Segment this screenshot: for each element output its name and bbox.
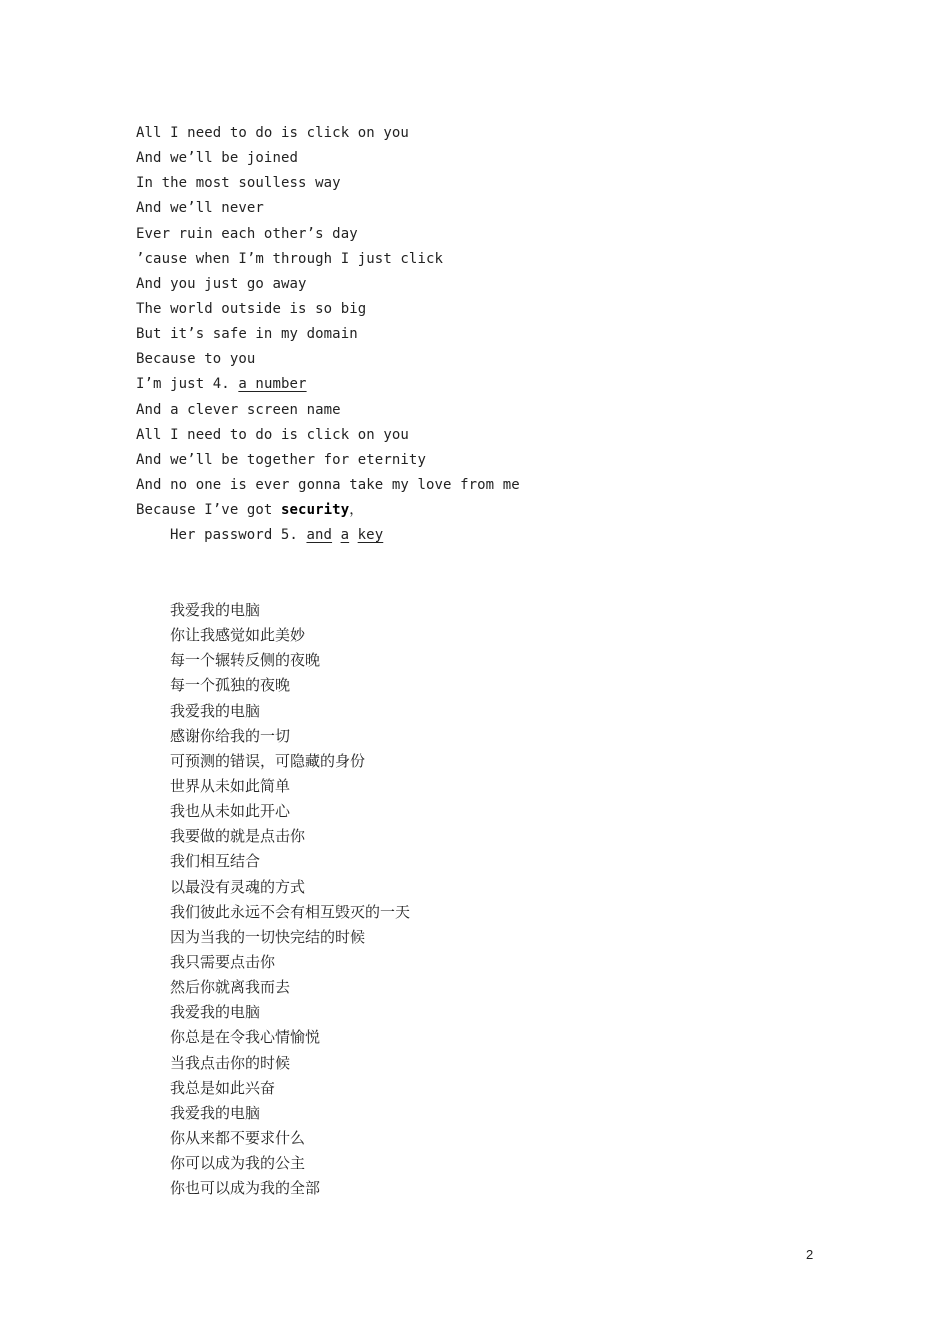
translation-line: 我爱我的电脑 (170, 1003, 261, 1022)
translation-line: 我爱我的电脑 (170, 701, 261, 720)
lyric-line: In the most soulless way (136, 175, 341, 192)
translation-line: 以最没有灵魂的方式 (170, 877, 306, 896)
translation-line: 可预测的错误，可隐藏的身份 (170, 751, 366, 770)
translation-line: 因为当我的一切快完结的时候 (170, 927, 366, 946)
blank-5-answer-3: key (357, 527, 384, 544)
blank-4-answer: a number (238, 376, 307, 393)
translation-line: 你总是在令我心情愉悦 (170, 1028, 321, 1047)
translation-line: 我们相互结合 (170, 852, 261, 871)
lyric-line-security (136, 498, 836, 523)
translation-line: 当我点击你的时候 (170, 1053, 291, 1072)
lyric-line: Because to you (136, 351, 256, 368)
lyric-line: And you just go away (136, 275, 307, 292)
lyric-line: And a clever screen name (136, 401, 341, 418)
lyric-line: ’cause when I’m through I just click (136, 250, 444, 267)
translation-line: 我要做的就是点击你 (170, 827, 306, 846)
chinese-translation (170, 598, 770, 1201)
lyric-line: All I need to do is click on you (136, 125, 409, 141)
translation-line: 我也从未如此开心 (170, 802, 291, 821)
blank-5-answer-2: a (340, 527, 350, 544)
page-number: 2 (806, 1247, 814, 1262)
lyric-line: And we’ll never (136, 200, 264, 217)
lyric-line: The world outside is so big (136, 300, 367, 317)
lyric-line: Ever ruin each other’s day (136, 225, 358, 242)
translation-line: 你从来都不要求什么 (170, 1128, 306, 1147)
translation-line: 我总是如此兴奋 (170, 1078, 276, 1097)
security-bold-word: security (281, 502, 350, 519)
blank-4-prefix: I’m just 4. (136, 376, 239, 393)
blank-5-answer-1: and (306, 527, 333, 544)
lyric-line: But it’s safe in my domain (136, 326, 358, 343)
translation-line: 我爱我的电脑 (170, 1103, 261, 1122)
translation-line: 每一个辗转反侧的夜晚 (170, 651, 321, 670)
translation-line: 我爱我的电脑 (170, 601, 261, 619)
translation-line: 我只需要点击你 (170, 952, 276, 971)
lyric-line: And we’ll be joined (136, 150, 299, 167)
security-prefix: Because I’ve got (136, 502, 281, 519)
lyric-line-blank-5 (136, 523, 836, 548)
translation-line: 每一个孤独的夜晚 (170, 676, 291, 695)
lyric-line-blank-4 (136, 372, 836, 397)
translation-line: 你也可以成为我的全部 (170, 1179, 321, 1198)
blank-5-prefix: Her password 5. (170, 527, 307, 544)
lyric-line: And we’ll be together for eternity (136, 451, 426, 468)
translation-line: 然后你就离我而去 (170, 978, 291, 997)
translation-line: 你可以成为我的公主 (170, 1154, 306, 1173)
translation-line: 感谢你给我的一切 (170, 726, 291, 745)
translation-line: 世界从未如此简单 (170, 776, 291, 795)
lyric-line: All I need to do is click on you (136, 426, 409, 443)
english-lyrics (136, 121, 836, 548)
translation-line: 你让我感觉如此美妙 (170, 626, 306, 645)
security-suffix: ， (349, 502, 364, 519)
translation-line: 我们彼此永远不会有相互毁灭的一天 (170, 902, 411, 921)
lyric-line: And no one is ever gonna take my love from me (136, 476, 520, 493)
